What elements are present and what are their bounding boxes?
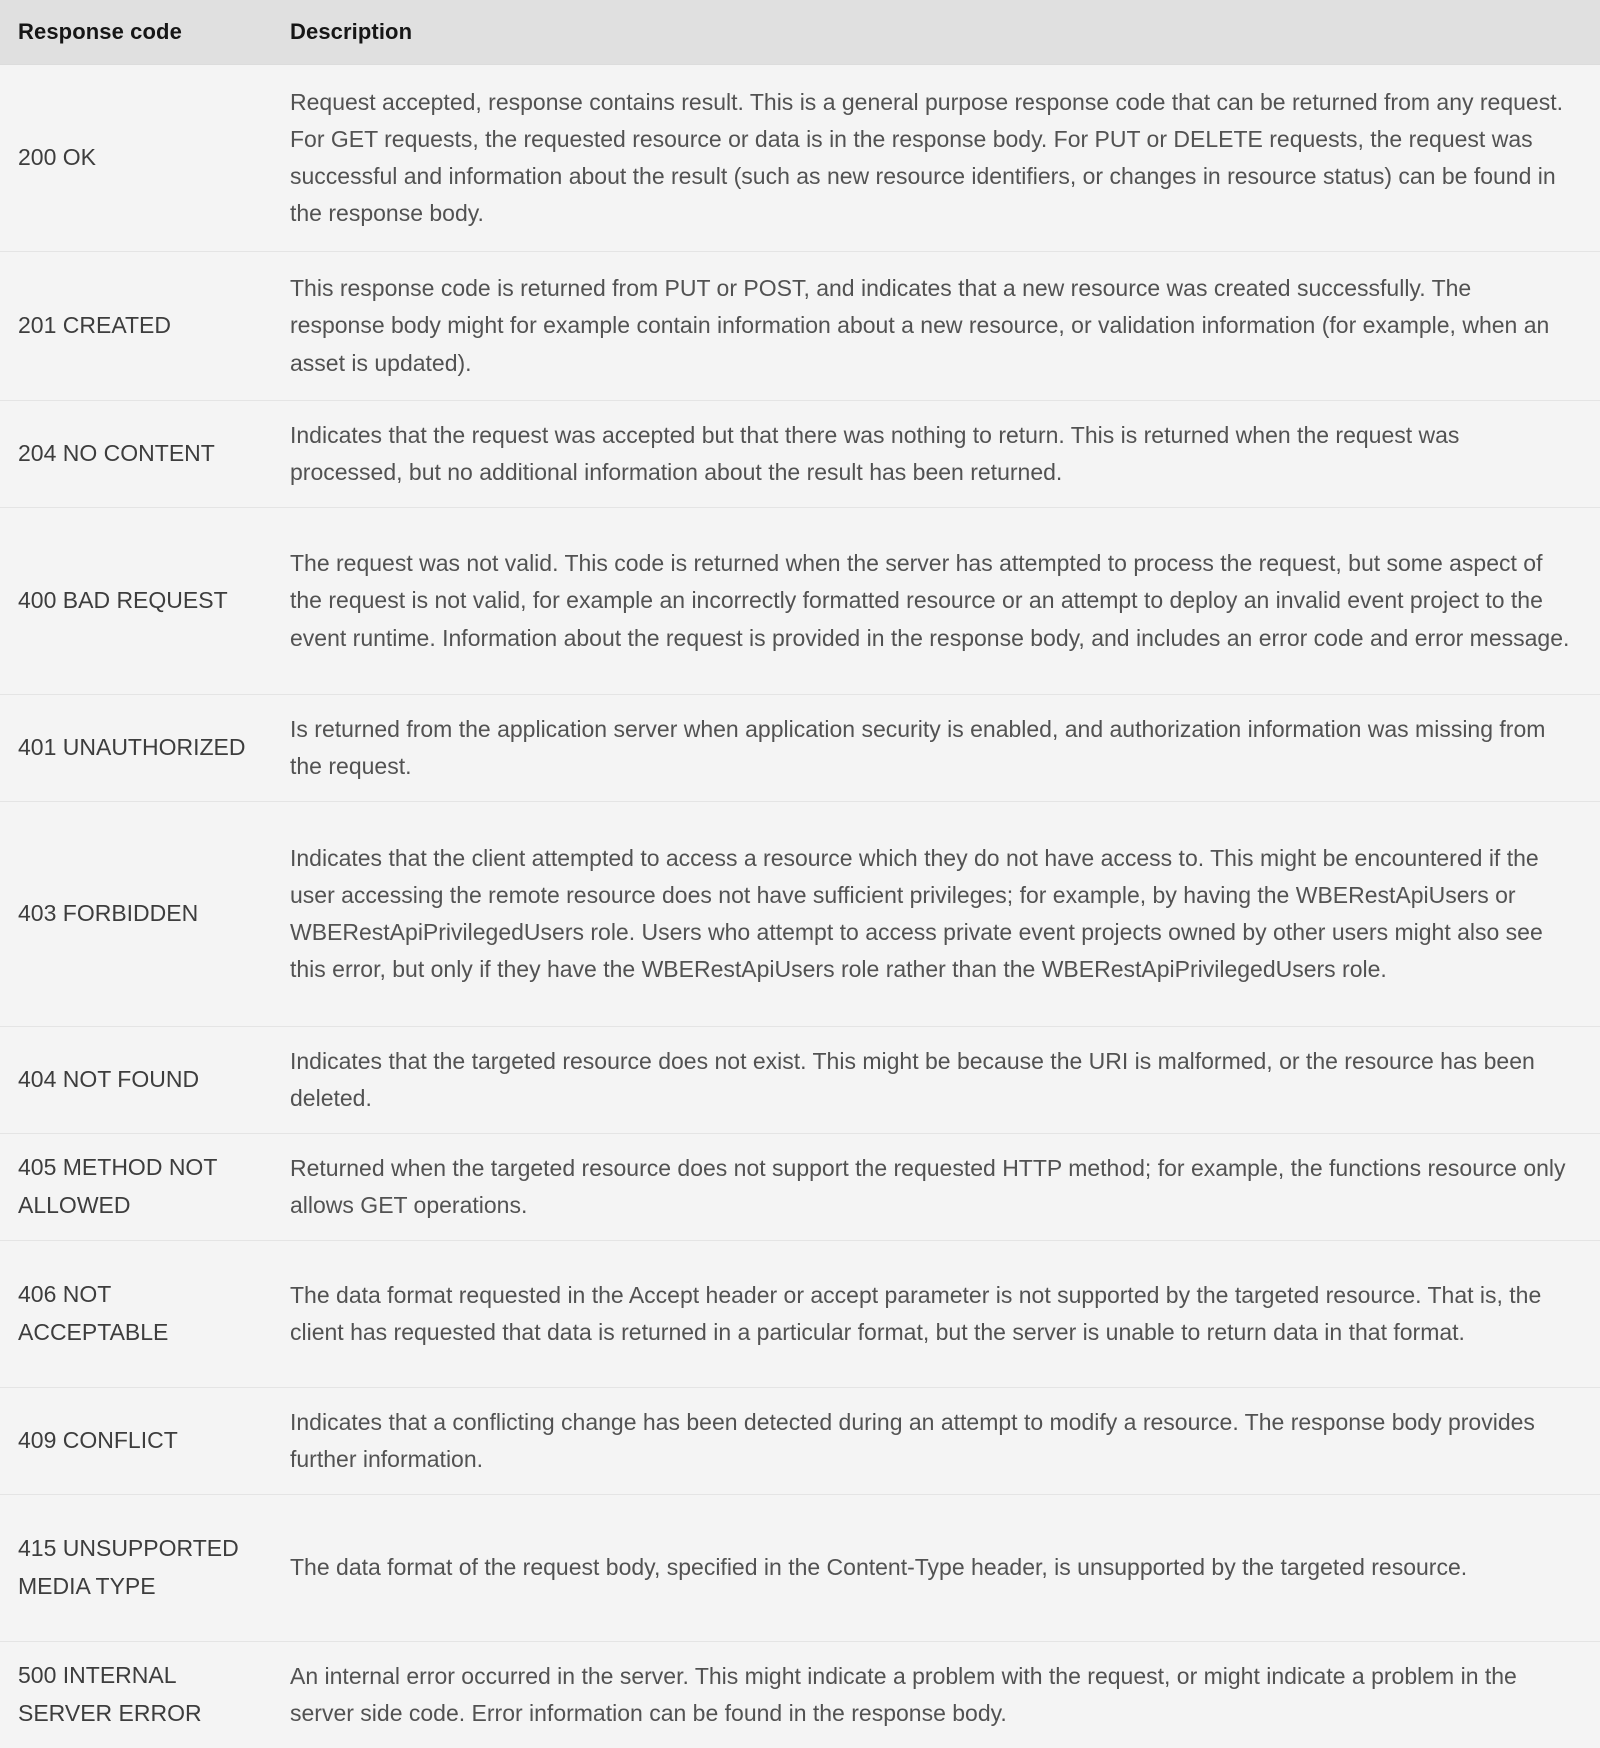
column-header-response-code: Response code [0, 0, 268, 65]
table-row [0, 1495, 1600, 1642]
description-text: This response code is returned from PUT or POST, and indicates that a new resource was created successfully. The response body might for example contain information about a new resource, or validation information (for example, when an asset is updated). [290, 270, 1570, 382]
table-row [0, 802, 1600, 1027]
description-text: Returned when the targeted resource does not support the requested HTTP method; for example, the functions resource only allows GET operations. [290, 1150, 1570, 1225]
response-code-cell: 405 METHOD NOT ALLOWED [0, 1134, 268, 1241]
response-code-cell: 400 BAD REQUEST [0, 508, 268, 695]
response-code-cell: 200 OK [0, 65, 268, 252]
table-row [0, 1642, 1600, 1748]
description-text: An internal error occurred in the server. This might indicate a problem with the request, or might indicate a problem in the server side code. Error information can be found in the response body. [290, 1658, 1570, 1733]
response-code-cell: 415 UNSUPPORTED MEDIA TYPE [0, 1495, 268, 1642]
description-text: Is returned from the application server when application security is enabled, and authorization information was missing from the request. [290, 711, 1570, 786]
description-cell [268, 1388, 1600, 1495]
response-code-cell: 403 FORBIDDEN [0, 802, 268, 1027]
table-row [0, 508, 1600, 695]
table-header [0, 0, 1600, 65]
response-code-cell: 409 CONFLICT [0, 1388, 268, 1495]
table-header-row [0, 0, 1600, 65]
description-text: The data format requested in the Accept header or accept parameter is not supported by the targeted resource. That is, the client has requested that data is returned in a particular format, but the server is unable to return data in that format. [290, 1277, 1570, 1352]
description-cell [268, 1241, 1600, 1388]
description-text: The data format of the request body, specified in the Content-Type header, is unsupported by the targeted resource. [290, 1549, 1570, 1586]
response-code-cell: 406 NOT ACCEPTABLE [0, 1241, 268, 1388]
description-cell [268, 1134, 1600, 1241]
response-code-cell: 404 NOT FOUND [0, 1027, 268, 1134]
description-cell [268, 1027, 1600, 1134]
description-cell [268, 508, 1600, 695]
response-code-cell: 401 UNAUTHORIZED [0, 695, 268, 802]
description-cell [268, 401, 1600, 508]
table-row [0, 1027, 1600, 1134]
description-text: Indicates that the request was accepted but that there was nothing to return. This is returned when the request was processed, but no additional information about the result has been returned. [290, 417, 1570, 492]
description-cell [268, 802, 1600, 1027]
description-cell [268, 1642, 1600, 1748]
description-text: Indicates that a conflicting change has been detected during an attempt to modify a resource. The response body provides further information. [290, 1404, 1570, 1479]
description-cell [268, 695, 1600, 802]
table-row [0, 401, 1600, 508]
table-row [0, 252, 1600, 401]
description-text: Indicates that the targeted resource does not exist. This might be because the URI is malformed, or the resource has been deleted. [290, 1043, 1570, 1118]
description-text: Request accepted, response contains result. This is a general purpose response code that can be returned from any request. For GET requests, the requested resource or data is in the response body. For PUT or DELETE requests, the request was successful and information about the result (such as new resource identifiers, or changes in resource status) can be found in the response body. [290, 84, 1570, 233]
description-text: The request was not valid. This code is returned when the server has attempted to process the request, but some aspect of the request is not valid, for example an incorrectly formatted resource or an attempt to deploy an invalid event project to the event runtime. Information about the request is provided in the response body, and includes an error code and error message. [290, 545, 1570, 657]
table-row [0, 695, 1600, 802]
response-code-cell: 201 CREATED [0, 252, 268, 401]
response-code-cell: 204 NO CONTENT [0, 401, 268, 508]
column-header-description: Description [268, 0, 1600, 65]
description-cell [268, 65, 1600, 252]
table-body [0, 65, 1600, 1748]
description-cell [268, 1495, 1600, 1642]
table-row [0, 65, 1600, 252]
description-cell [268, 252, 1600, 401]
table-row [0, 1241, 1600, 1388]
description-text: Indicates that the client attempted to access a resource which they do not have access to. This might be encountered if the user accessing the remote resource does not have sufficient privileges; for example, by having the WBERestApiUsers or WBERestApiPrivilegedUsers role. Users who attempt to access private event projects owned by other users might also see this error, but only if they have the WBERestApiUsers role rather than the WBERestApiPrivilegedUsers role. [290, 840, 1570, 989]
table-row [0, 1388, 1600, 1495]
response-code-cell: 500 INTERNAL SERVER ERROR [0, 1642, 268, 1748]
table-row [0, 1134, 1600, 1241]
